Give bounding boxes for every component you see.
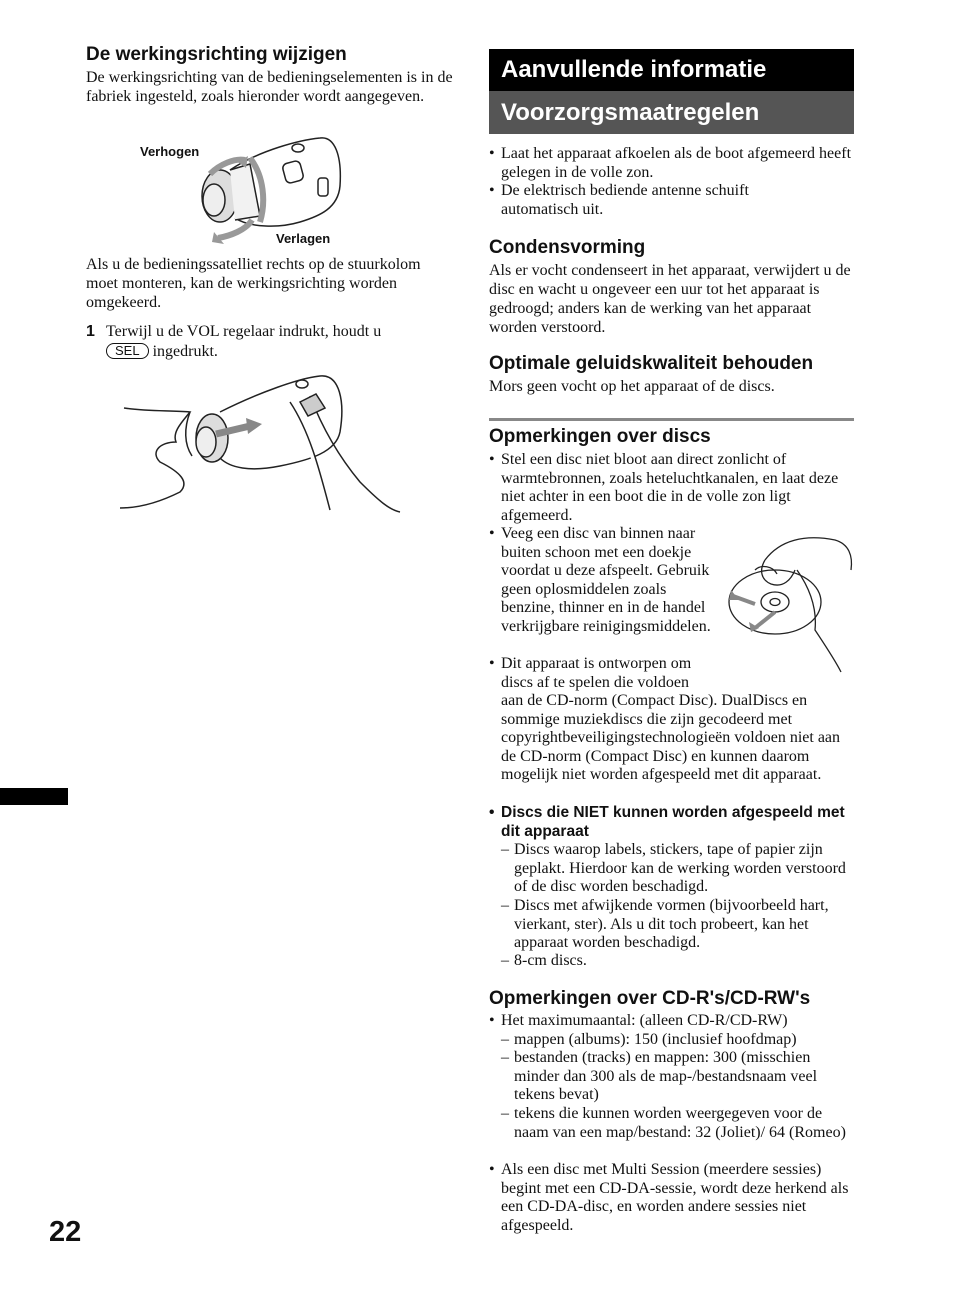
paragraph-direction: De werkingsrichting van de bedieningselementen is in de fabriek ingesteld, zoals hieronder wordt aangegeven.: [86, 69, 453, 105]
label-verlagen: Verlagen: [276, 231, 331, 246]
page-number: 22: [49, 1216, 82, 1248]
heading-cdr: Opmerkingen over CD-R's/CD-RW's: [489, 988, 811, 1009]
list-item: [489, 655, 854, 785]
list-item: • Als een disc met Multi Session (meerdere sessies) begint met een CD-DA-sessie, wordt deze herkend als een CD-DA-disc, en worden andere sessies niet afgespeeld.: [489, 1161, 854, 1235]
step-text: Terwijl u de VOL regelaar indrukt, houdt u: [106, 323, 382, 340]
sel-key: SEL: [106, 343, 149, 359]
heading-direction: De werkingsrichting wijzigen: [86, 44, 347, 65]
list-item: • De elektrisch bediende antenne schuift automatisch uit.: [489, 182, 801, 219]
section-tab-marker: [0, 788, 68, 805]
label-verhogen: Verhogen: [140, 144, 200, 159]
hand-pressing-illustration: [120, 372, 410, 514]
heading-geluidskwaliteit: Optimale geluidskwaliteit behouden: [489, 353, 814, 374]
step-number: 1: [86, 323, 95, 340]
sub-list-item: – tekens die kunnen worden weergegeven voor de naam van een map/bestand: 32 (Joliet)/ 64 (Romeo): [501, 1105, 854, 1142]
rotary-control-illustration: [190, 136, 350, 246]
list-item: • Veeg een disc van binnen naar buiten schoon met een doekje voordat u deze afspeelt. Gebruik geen oplosmiddelen zoals benzine, thinner en in de handel verkrijgbare reinigingsmiddelen.: [489, 525, 714, 636]
list-item: • Laat het apparaat afkoelen als de boot afgemeerd heeft gelegen in de volle zon.: [489, 145, 854, 182]
list-item-text: aan de CD-norm (Compact Disc). DualDiscs en sommige muziekdiscs die zijn gecodeerd met copyrightbeveiligingstechnologieën voldoen niet aan de CD-norm (Compact Disc) en kunnen daarom mogelijk niet worden afgespeeld met dit apparaat.: [501, 692, 841, 783]
section-divider: [489, 418, 854, 421]
list-item-bold: • Discs die NIET kunnen worden afgespeeld met dit apparaat: [489, 804, 854, 841]
banner-aanvullende-informatie: Aanvullende informatie: [489, 49, 854, 91]
paragraph-geluidskwaliteit: Mors geen vocht op het apparaat of de discs.: [489, 378, 775, 395]
sub-list-item: – 8-cm discs.: [501, 952, 854, 971]
sub-list-item: – mappen (albums): 150 (inclusief hoofdmap): [501, 1031, 854, 1050]
sub-list-item: – bestanden (tracks) en mappen: 300 (misschien minder dan 300 als de map-/bestandsnaam veel tekens bevat): [501, 1049, 854, 1105]
list-item: • Stel een disc niet bloot aan direct zonlicht of warmtebronnen, zoals heteluchtkanalen, en laat deze niet achter in een boot die in de volle zon ligt afgemeerd.: [489, 451, 854, 525]
list-item: • Het maximumaantal: (alleen CD-R/CD-RW): [489, 1012, 854, 1031]
banner-voorzorgsmaatregelen: Voorzorgsmaatregelen: [489, 91, 854, 134]
sub-list-item: – Discs waarop labels, stickers, tape of papier zijn geplakt. Hierdoor kan de werking worden verstoord of de disc worden beschadigd.: [501, 841, 854, 897]
heading-condensvorming: Condensvorming: [489, 237, 646, 258]
step-1: [86, 322, 456, 362]
step-text-end: ingedrukt.: [152, 343, 218, 360]
sub-list-item: – Discs met afwijkende vormen (bijvoorbeeld hart, vierkant, ster). Als u dit toch probeert, kan het apparaat worden beschadigd.: [501, 897, 854, 953]
paragraph-mount: Als u de bedieningssatelliet rechts op de stuurkolom moet monteren, kan de werkingsrichting worden omgekeerd.: [86, 256, 421, 311]
list-item-text: • Dit apparaat is ontworpen om discs af te spelen die voldoen: [501, 655, 692, 691]
heading-discs: Opmerkingen over discs: [489, 426, 711, 447]
paragraph-condensvorming: Als er vocht condenseert in het apparaat, verwijdert u de disc en wacht u ongeveer een uur tot het apparaat is gedroogd; anders kan de werking van het apparaat worden verstoord.: [489, 262, 851, 336]
